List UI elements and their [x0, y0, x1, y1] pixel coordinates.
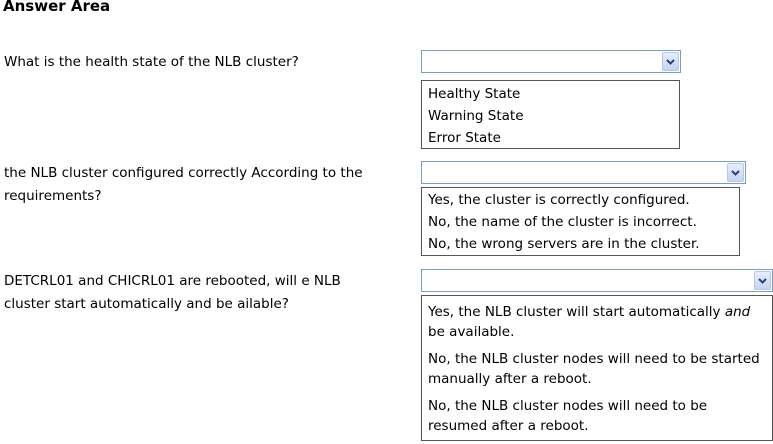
chevron-down-icon[interactable]	[754, 271, 771, 290]
option-resumed-after-reboot[interactable]	[422, 394, 772, 439]
chevron-down-icon[interactable]	[727, 163, 744, 182]
question-3-dropdown[interactable]	[421, 269, 773, 292]
option-3-text: No, the NLB cluster nodes will need to be resumed after a reboot.	[428, 398, 708, 434]
option-starts-automatically[interactable]	[422, 300, 772, 345]
option-wrong-servers[interactable]: No, the wrong servers are in the cluster.	[428, 236, 700, 252]
answer-area-title: Answer Area	[3, 0, 111, 15]
question-2-text	[4, 162, 414, 208]
question-1-options	[421, 80, 680, 149]
question-2-options	[421, 187, 740, 256]
question-2-line2: requirements?	[4, 188, 102, 204]
option-name-incorrect[interactable]: No, the name of the cluster is incorrect.	[428, 214, 697, 230]
question-1-dropdown[interactable]	[421, 50, 681, 73]
question-2-line1: the NLB cluster configured correctly According to the	[4, 165, 363, 181]
question-3-options	[421, 295, 773, 441]
option-1-emphasis: and	[724, 304, 751, 320]
option-healthy-state[interactable]: Healthy State	[428, 86, 521, 102]
question-1-text: What is the health state of the NLB cluster?	[4, 54, 299, 70]
question-3-line2: cluster start automatically and be ailable?	[4, 296, 289, 312]
option-1-text: Yes, the NLB cluster will start automatically	[428, 304, 725, 320]
chevron-down-icon[interactable]	[662, 52, 679, 71]
option-warning-state[interactable]: Warning State	[428, 108, 524, 124]
option-correctly-configured[interactable]: Yes, the cluster is correctly configured.	[428, 192, 690, 208]
option-started-manually[interactable]	[422, 347, 772, 392]
option-error-state[interactable]: Error State	[428, 130, 501, 146]
question-3-line1: DETCRL01 and CHICRL01 are rebooted, will e NLB	[4, 273, 341, 289]
option-1-text-end: be available.	[428, 324, 515, 340]
question-3-text	[4, 270, 414, 316]
option-2-text: No, the NLB cluster nodes will need to be started manually after a reboot.	[428, 351, 760, 387]
question-2-dropdown[interactable]	[421, 161, 746, 184]
